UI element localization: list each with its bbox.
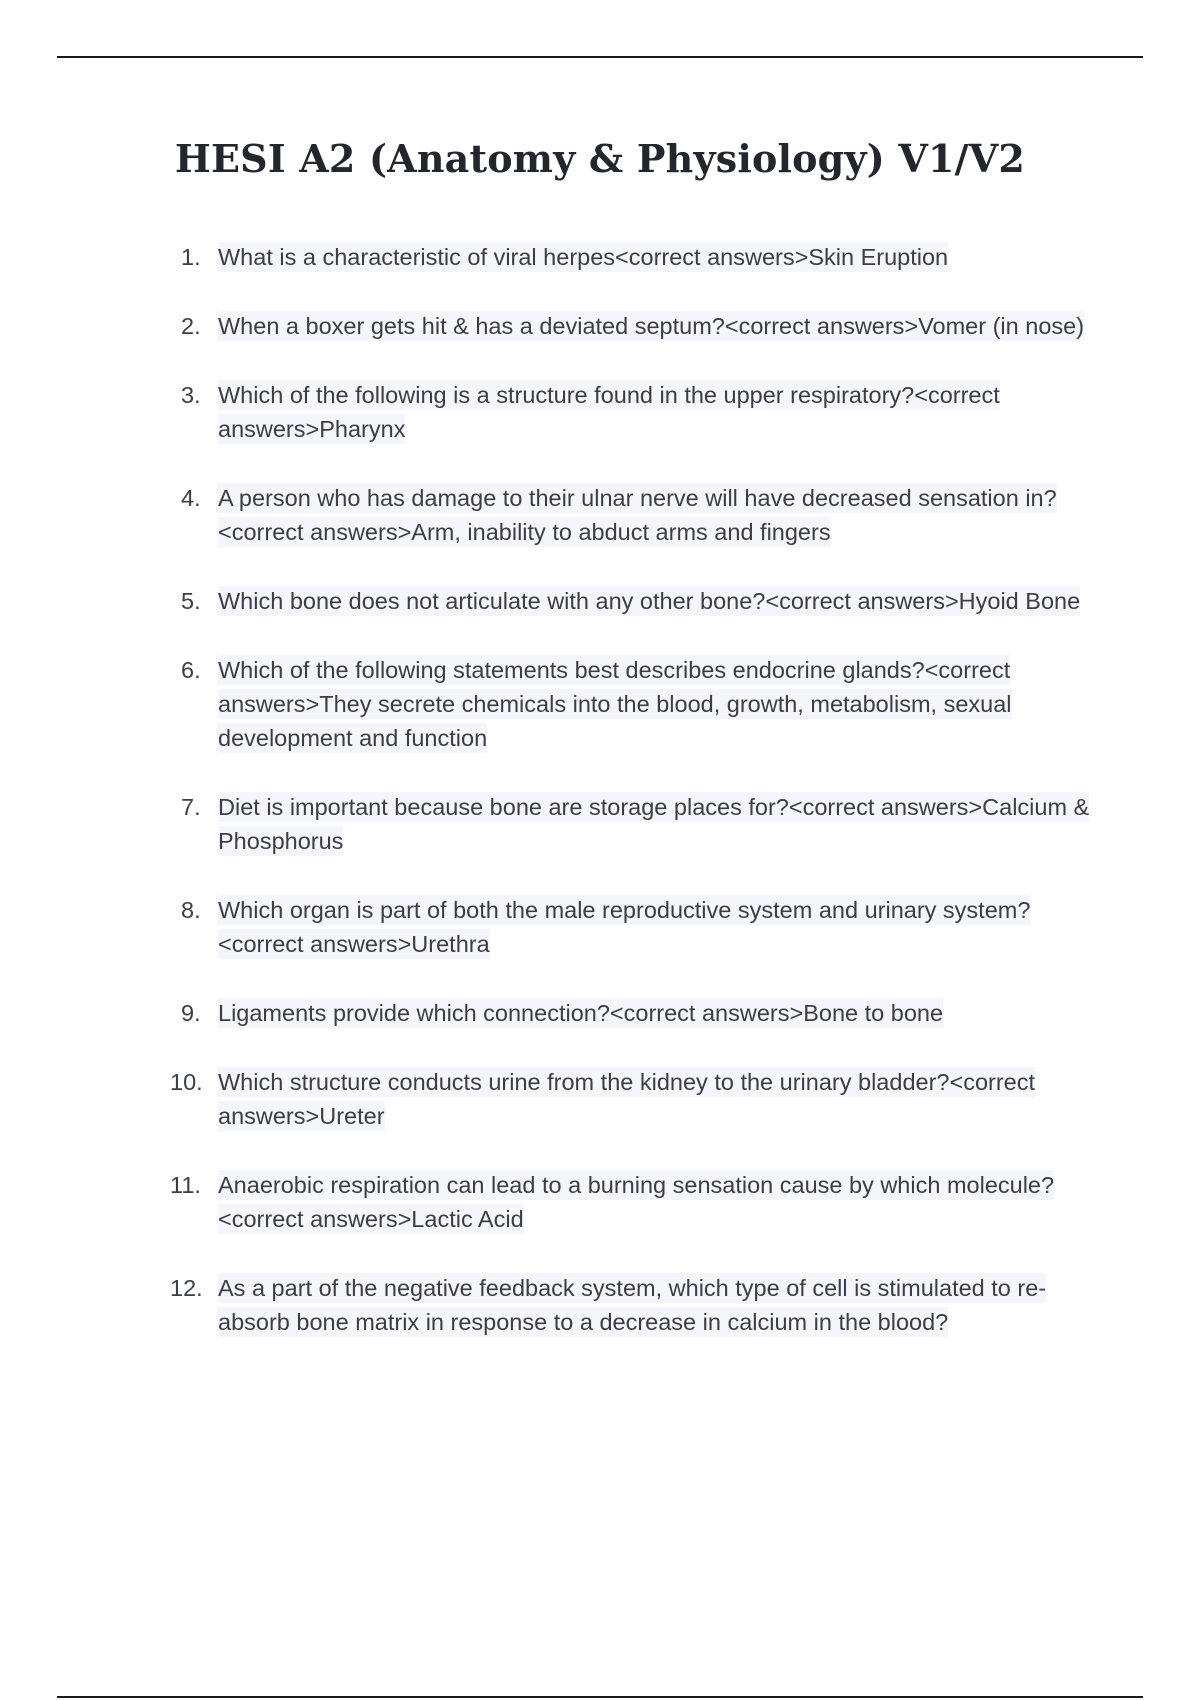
question-item	[170, 1168, 1090, 1236]
question-number: 7.	[181, 794, 201, 820]
question-text: Which of the following is a structure found in the upper respiratory?<correct answers>Pharynx	[218, 382, 1000, 442]
question-number: 9.	[181, 1000, 201, 1026]
question-item	[170, 584, 1090, 618]
question-number: 1.	[181, 244, 201, 270]
question-number: 10.	[170, 1069, 203, 1095]
question-list	[170, 240, 1090, 1374]
question-item	[170, 481, 1090, 549]
question-item	[170, 790, 1090, 858]
document-title: HESI A2 (Anatomy & Physiology) V1/V2	[174, 136, 1026, 181]
question-text: As a part of the negative feedback system, which type of cell is stimulated to re-absorb bone matrix in response to a decrease in calcium in the blood?	[218, 1275, 1047, 1335]
question-item	[170, 996, 1090, 1030]
question-item	[170, 1065, 1090, 1133]
footer-divider	[57, 1696, 1143, 1698]
question-number: 2.	[181, 313, 201, 339]
question-text: Which of the following statements best describes endocrine glands?<correct answers>They secrete chemicals into the blood, growth, metabolism, sexual development and function	[218, 657, 1012, 751]
question-item	[170, 1271, 1090, 1339]
question-item	[170, 309, 1090, 343]
question-number: 8.	[181, 897, 201, 923]
question-text: What is a characteristic of viral herpes<correct answers>Skin Eruption	[218, 244, 949, 270]
question-text: Which structure conducts urine from the kidney to the urinary bladder?<correct answers>Ureter	[218, 1069, 1036, 1129]
question-text: Ligaments provide which connection?<correct answers>Bone to bone	[218, 1000, 944, 1026]
question-text: A person who has damage to their ulnar nerve will have decreased sensation in?<correct answers>Arm, inability to abduct arms and fingers	[218, 485, 1057, 545]
question-text: Which organ is part of both the male reproductive system and urinary system?<correct answers>Urethra	[218, 897, 1031, 957]
question-number: 6.	[181, 657, 201, 683]
question-text: Which bone does not articulate with any other bone?<correct answers>Hyoid Bone	[218, 588, 1081, 614]
question-item	[170, 653, 1090, 755]
question-text: When a boxer gets hit & has a deviated septum?<correct answers>Vomer (in nose)	[218, 313, 1085, 339]
question-number: 4.	[181, 485, 201, 511]
question-number: 11.	[170, 1172, 201, 1198]
question-item	[170, 240, 1090, 274]
question-item	[170, 893, 1090, 961]
question-item	[170, 378, 1090, 446]
question-text: Diet is important because bone are storage places for?<correct answers>Calcium & Phosphorus	[218, 794, 1090, 854]
question-text: Anaerobic respiration can lead to a burning sensation cause by which molecule?<correct answers>Lactic Acid	[218, 1172, 1055, 1232]
question-number: 3.	[181, 382, 201, 408]
question-number: 5.	[181, 588, 201, 614]
question-number: 12.	[170, 1275, 203, 1301]
header-divider	[57, 56, 1143, 58]
